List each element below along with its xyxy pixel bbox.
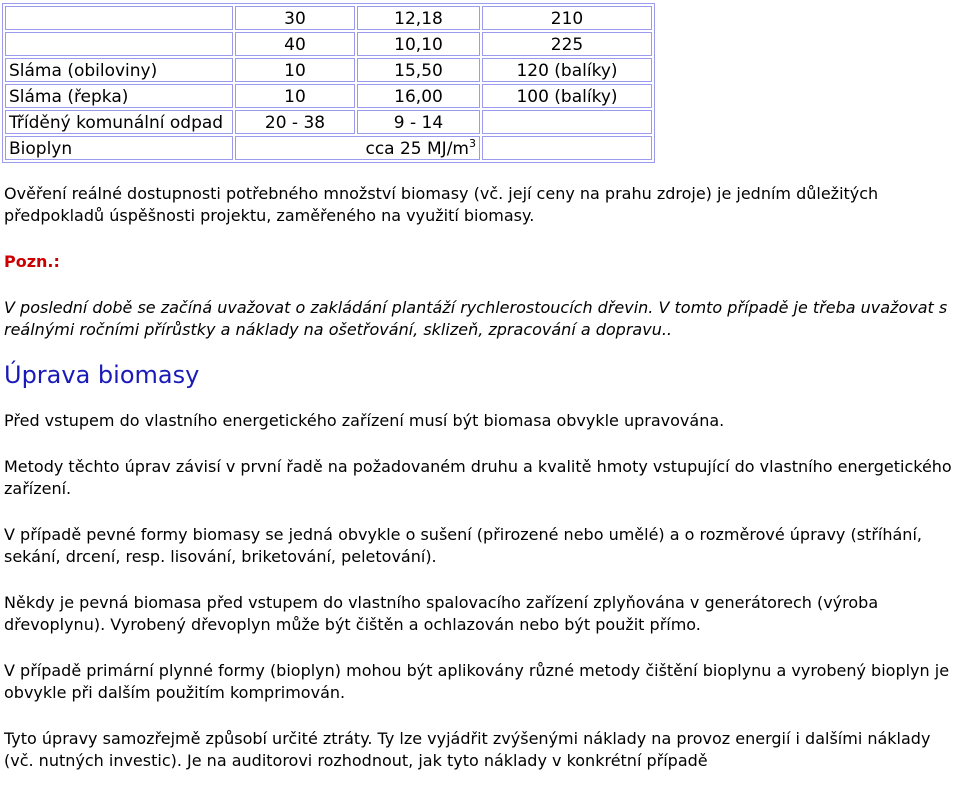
table-row	[5, 110, 652, 134]
table-cell-name	[5, 32, 233, 56]
table-cell-name: Sláma (řepka)	[5, 84, 233, 108]
table-cell-value-1: 10	[235, 84, 355, 108]
table-row	[5, 84, 652, 108]
table-cell-value-2: 12,18	[357, 6, 480, 30]
section-title: Úprava biomasy	[4, 361, 200, 389]
bioplyn-value-text: cca 25 MJ/m	[365, 139, 469, 159]
table-row	[5, 6, 652, 30]
table-cell-value-3: 100 (balíky)	[482, 84, 652, 108]
table-row	[5, 58, 652, 82]
table-cell-name: Tříděný komunální odpad	[5, 110, 233, 134]
table-row	[5, 136, 652, 160]
body-paragraph: Před vstupem do vlastního energetického zařízení musí být biomasa obvykle upravována.	[4, 411, 725, 430]
table-cell-value-3: 120 (balíky)	[482, 58, 652, 82]
table-cell-value-1: 30	[235, 6, 355, 30]
biomass-table	[2, 3, 655, 163]
table-cell-value-1: 20 - 38	[235, 110, 355, 134]
table-cell-value-2: 10,10	[357, 32, 480, 56]
body-paragraph: Metody těchto úprav závisí v první řadě na požadovaném druhu a kvalitě hmoty vstupující do vlastního energetického zařízení.	[4, 457, 952, 498]
intro-paragraph: Ověření reálné dostupnosti potřebného množství biomasy (vč. její ceny na prahu zdroje) je jedním důležitých předpokladů úspěšnosti projektu, zaměřeného na využití biomasy.	[4, 184, 879, 225]
table-cell-value-1: 10	[235, 58, 355, 82]
table-cell-value-1: 40	[235, 32, 355, 56]
body-paragraph: Tyto úpravy samozřejmě způsobí určité ztráty. Ty lze vyjádřit zvýšenými náklady na provoz energií i dalšími náklady (vč. nutných investic). Je na auditorovi rozhodnout, jak tyto náklady v konkrétní případě	[4, 729, 931, 770]
note-label: Pozn.:	[4, 252, 60, 271]
table-cell-value-3	[482, 110, 652, 134]
table-cell-bioplyn-value	[235, 136, 480, 160]
body-paragraph: V případě primární plynné formy (bioplyn) mohou být aplikovány různé metody čištění bioplynu a vyrobený bioplyn je obvykle při dalším použitím komprimován.	[4, 661, 950, 702]
table-cell-value-2: 15,50	[357, 58, 480, 82]
table-cell-name: Sláma (obiloviny)	[5, 58, 233, 82]
table-cell-value-2: 16,00	[357, 84, 480, 108]
note-paragraph: V poslední době se začíná uvažovat o zakládání plantáží rychlerostoucích dřevin. V tomto případě je třeba uvažovat s reálnými ročními přírůstky a náklady na ošetřování, sklizeň, zpracování a dopravu..	[4, 298, 948, 339]
table-cell-name	[5, 6, 233, 30]
table-cell-value-3: 225	[482, 32, 652, 56]
table-cell-value-3: 210	[482, 6, 652, 30]
bioplyn-unit-exponent: 3	[469, 137, 476, 150]
table-row	[5, 32, 652, 56]
article-body	[4, 183, 960, 796]
body-paragraph: Někdy je pevná biomasa před vstupem do vlastního spalovacího zařízení zplyňována v generátorech (výroba dřevoplynu). Vyrobený dřevoplyn může být čištěn a ochlazován nebo být použit přímo.	[4, 593, 879, 634]
table-cell-value-2: 9 - 14	[357, 110, 480, 134]
table-cell-value-3	[482, 136, 652, 160]
body-paragraph: V případě pevné formy biomasy se jedná obvykle o sušení (přirozené nebo umělé) a o rozměrové úpravy (stříhání, sekání, drcení, resp. lisování, briketování, peletování).	[4, 525, 922, 566]
table-cell-name: Bioplyn	[5, 136, 233, 160]
